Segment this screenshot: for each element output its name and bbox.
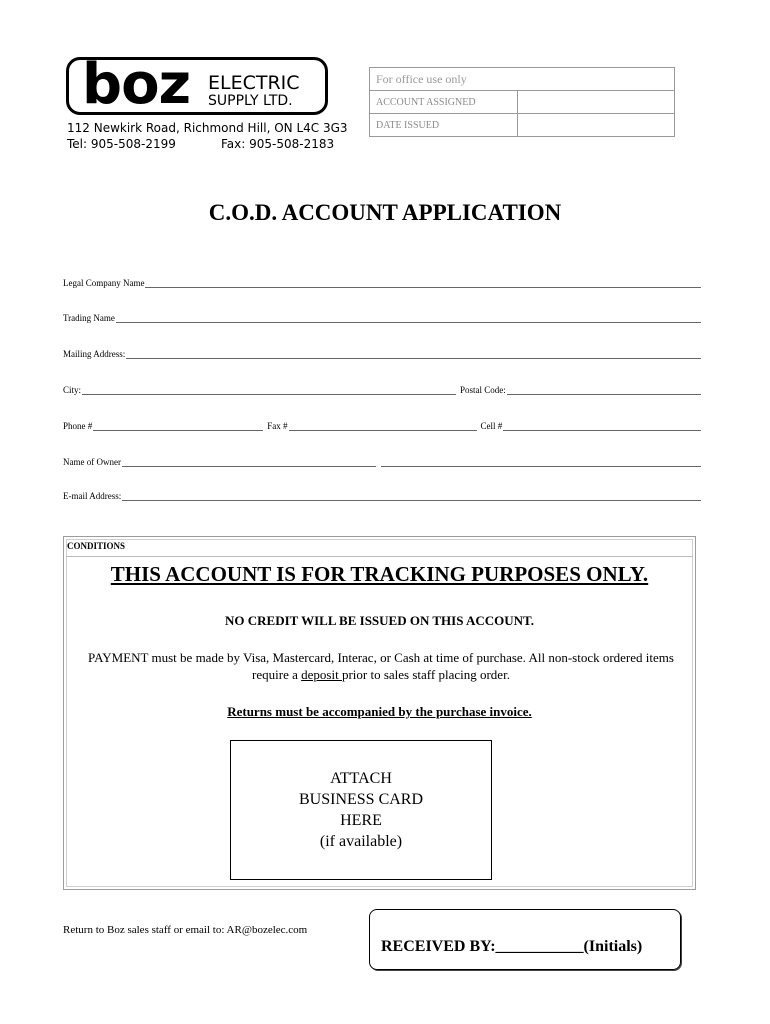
city-field[interactable] bbox=[82, 385, 456, 395]
return-instructions: Return to Boz sales staff or email to: AR@bozelec.com bbox=[63, 924, 308, 936]
mailing-address-label: Mailing Address: bbox=[63, 349, 126, 359]
office-use-table bbox=[369, 67, 675, 137]
logo-brand-text: boz bbox=[82, 52, 191, 117]
fax-label: Fax # bbox=[267, 421, 288, 431]
date-issued-label: DATE ISSUED bbox=[370, 114, 518, 137]
logo-line-electric: ELECTRIC bbox=[208, 72, 300, 94]
mailing-address-field[interactable] bbox=[126, 349, 701, 359]
company-phone-fax bbox=[67, 137, 335, 151]
conditions-divider bbox=[66, 556, 693, 557]
name-of-owner-row bbox=[63, 454, 703, 468]
city-postal-row bbox=[63, 382, 703, 396]
fax-field[interactable] bbox=[289, 421, 477, 431]
logo-line-supply: SUPPLY LTD. bbox=[208, 93, 293, 109]
page-title: C.O.D. ACCOUNT APPLICATION bbox=[208, 200, 562, 225]
cell-field[interactable] bbox=[503, 421, 701, 431]
returns-notice: Returns must be accompanied by the purchase invoice. bbox=[227, 704, 532, 719]
phone-label: Phone # bbox=[63, 421, 93, 431]
legal-company-name-label: Legal Company Name bbox=[63, 278, 145, 288]
name-of-owner-field[interactable] bbox=[122, 457, 376, 467]
trading-name-label: Trading Name bbox=[63, 313, 115, 323]
received-by-box[interactable] bbox=[369, 909, 681, 970]
payment-terms-part2: prior to sales staff placing order. bbox=[341, 667, 510, 682]
company-fax: Fax: 905-508-2183 bbox=[221, 137, 335, 151]
card-box-line-3: HERE bbox=[340, 812, 382, 829]
no-credit-notice: NO CREDIT WILL BE ISSUED ON THIS ACCOUNT. bbox=[225, 613, 534, 628]
legal-company-name-row bbox=[63, 275, 703, 289]
email-address-field[interactable] bbox=[122, 491, 701, 501]
mailing-address-row bbox=[63, 346, 703, 360]
name-of-owner-label: Name of Owner bbox=[63, 457, 121, 467]
email-address-label: E-mail Address: bbox=[63, 491, 122, 501]
cell-label: Cell # bbox=[480, 421, 503, 431]
email-address-row bbox=[63, 488, 703, 502]
trading-name-field[interactable] bbox=[116, 313, 701, 323]
company-address: 112 Newkirk Road, Richmond Hill, ON L4C 3G3 bbox=[67, 121, 348, 135]
phone-field[interactable] bbox=[93, 421, 263, 431]
postal-code-field[interactable] bbox=[507, 385, 701, 395]
date-issued-field[interactable] bbox=[518, 114, 675, 137]
trading-name-row bbox=[63, 310, 703, 324]
payment-deposit-word: deposit bbox=[301, 667, 342, 682]
payment-terms-part1: PAYMENT must be made by Visa, Mastercard, Interac, or Cash at time of purchase. All non-stock ordered items require a bbox=[88, 650, 674, 682]
card-box-line-1: ATTACH bbox=[330, 770, 392, 787]
payment-terms bbox=[76, 649, 686, 683]
postal-code-label: Postal Code: bbox=[460, 385, 506, 395]
conditions-label: CONDITIONS bbox=[67, 541, 126, 551]
phone-fax-cell-row bbox=[63, 418, 703, 432]
name-of-owner-field-2[interactable] bbox=[381, 457, 701, 467]
city-label: City: bbox=[63, 385, 82, 395]
business-card-box bbox=[230, 740, 492, 880]
legal-company-name-field[interactable] bbox=[145, 278, 701, 288]
company-tel: Tel: 905-508-2199 bbox=[67, 137, 176, 151]
office-use-header: For office use only bbox=[370, 68, 675, 91]
card-box-line-2: BUSINESS CARD bbox=[298, 791, 424, 808]
received-by-label: RECEIVED BY:___________(Initials) bbox=[381, 938, 643, 955]
card-box-line-4: (if available) bbox=[319, 833, 403, 850]
account-assigned-field[interactable] bbox=[518, 91, 675, 114]
account-assigned-label: ACCOUNT ASSIGNED bbox=[370, 91, 518, 114]
tracking-notice: THIS ACCOUNT IS FOR TRACKING PURPOSES ONLY. bbox=[110, 562, 649, 586]
